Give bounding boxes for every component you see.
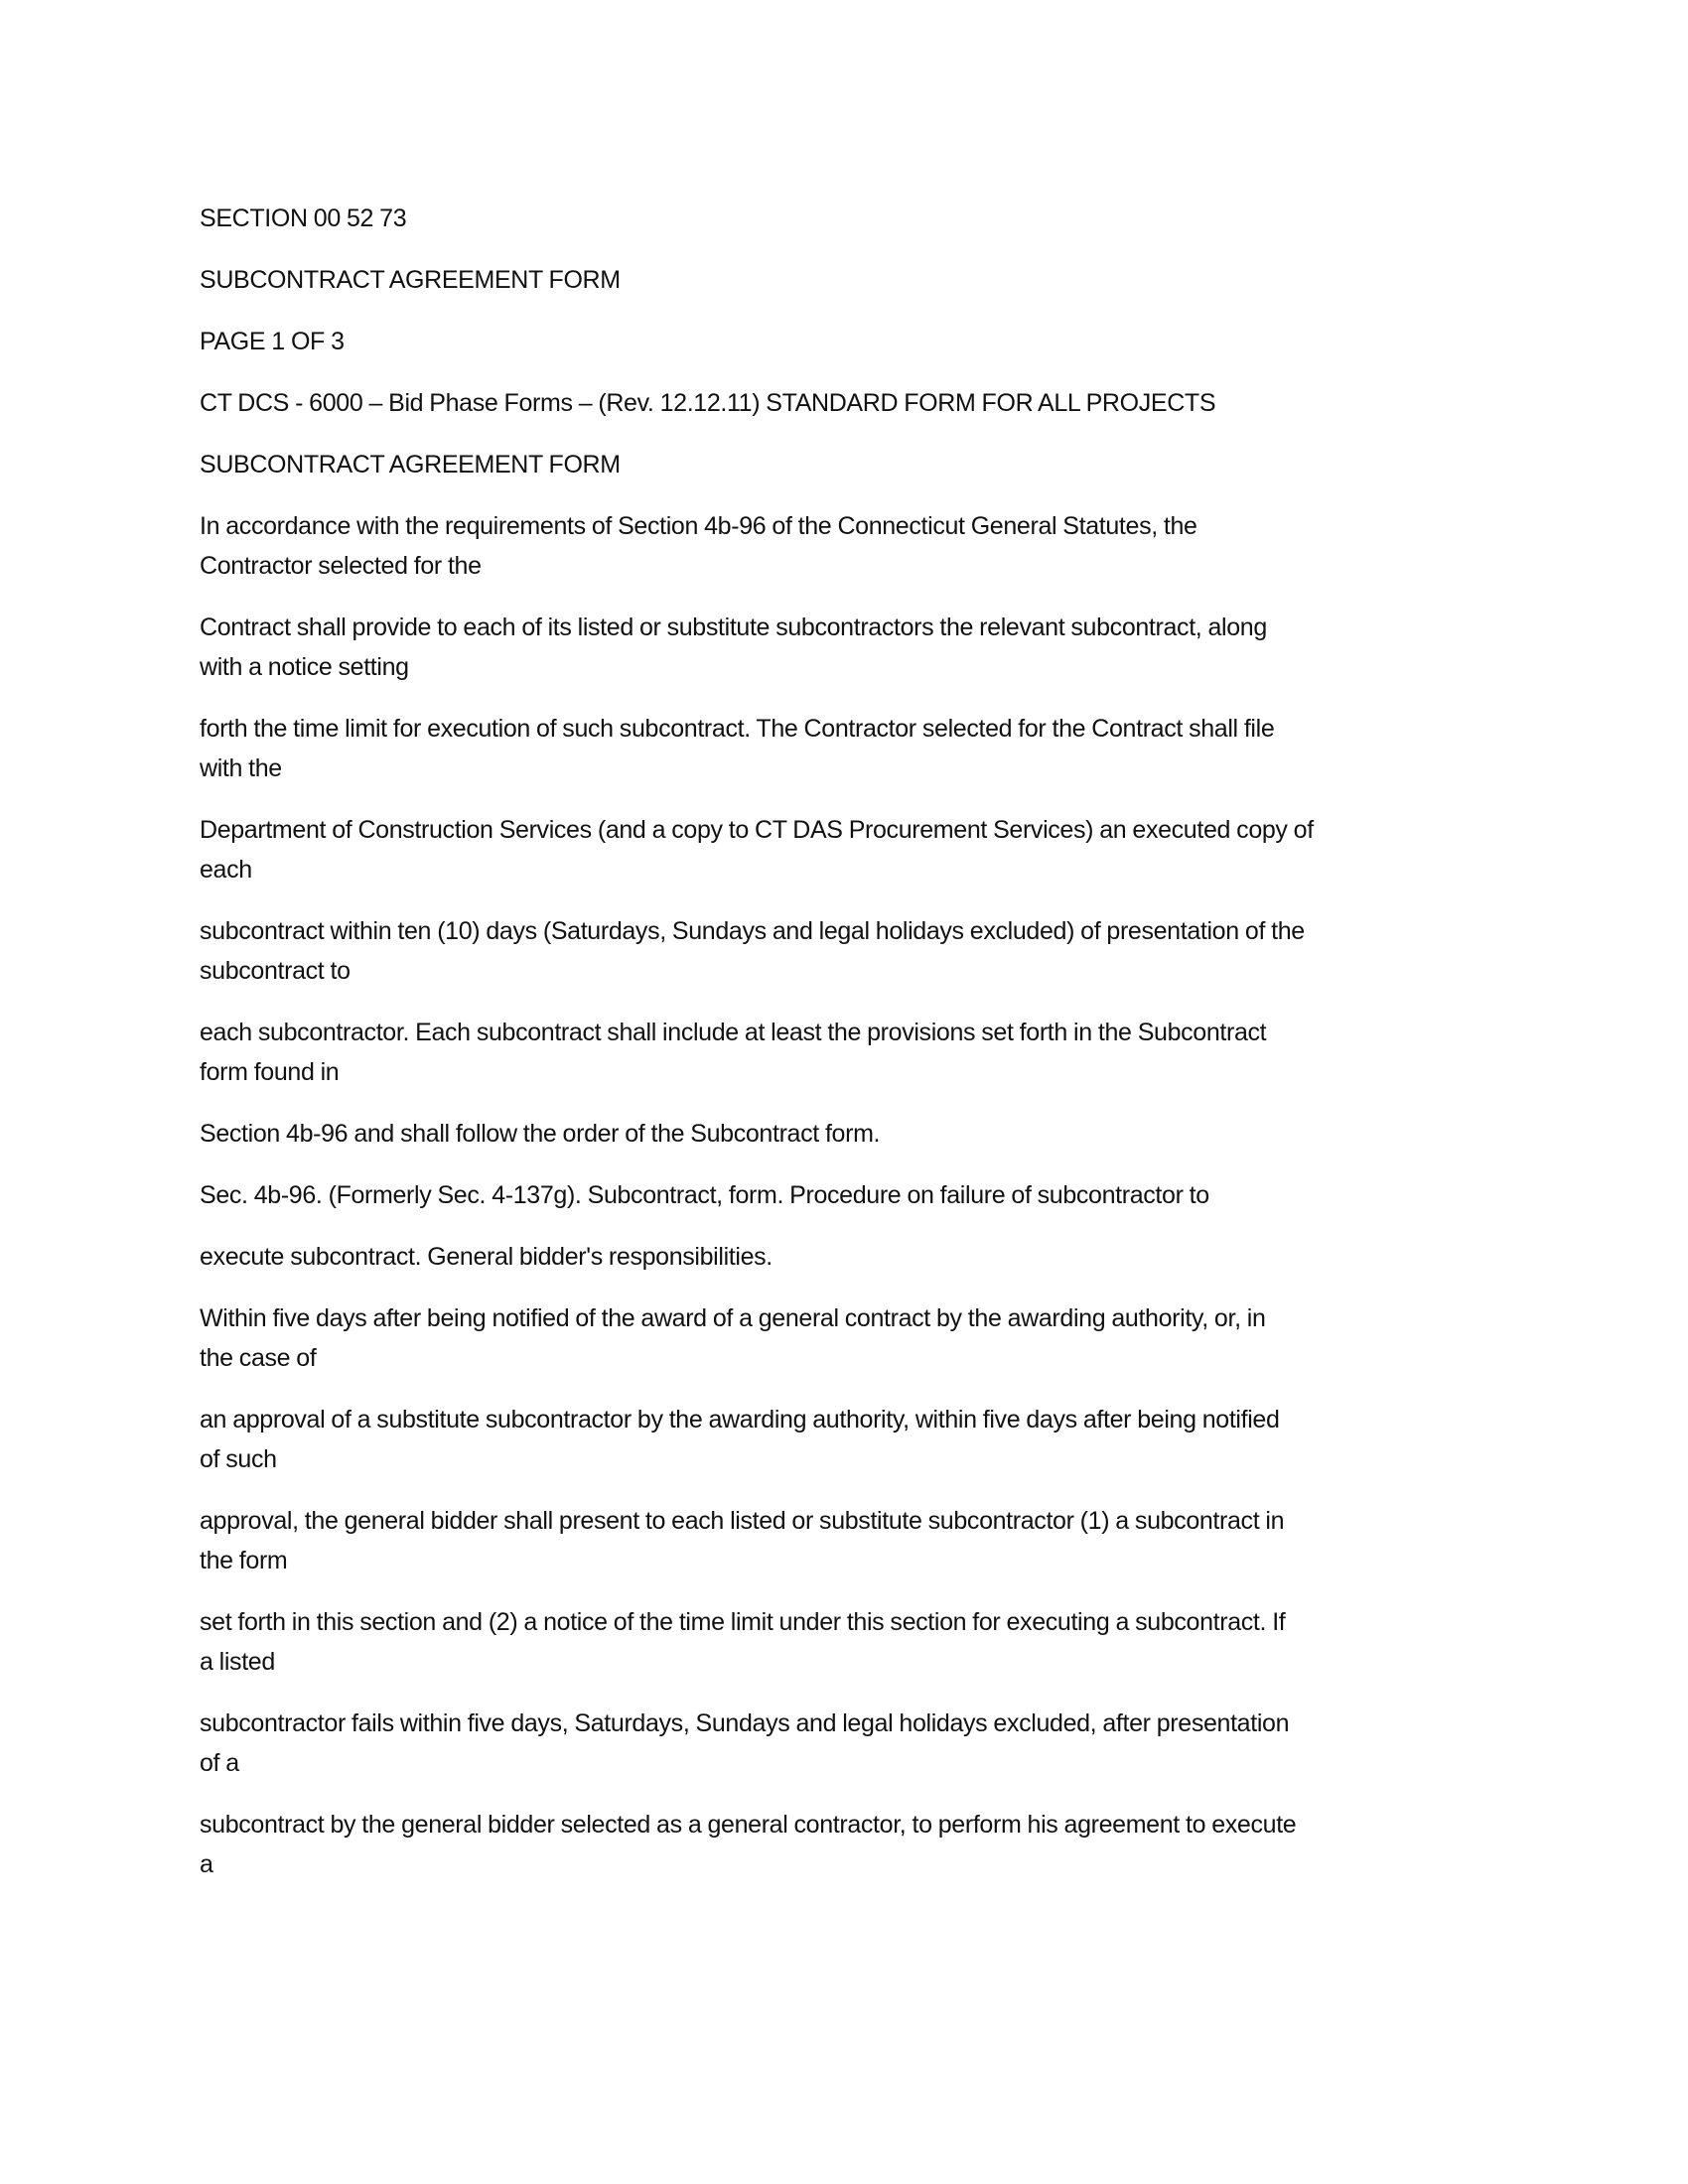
paragraph-line: form found in bbox=[200, 1058, 340, 1086]
paragraph-time-limit bbox=[200, 709, 1510, 788]
paragraph-within-five-days bbox=[200, 1298, 1510, 1378]
paragraph-department bbox=[200, 810, 1510, 889]
statute-heading bbox=[200, 1175, 1510, 1215]
paragraph-present-subcontract bbox=[200, 1501, 1510, 1580]
paragraph-line: subcontract within ten (10) days (Saturdays, Sundays and legal holidays excluded) of presentation of the bbox=[200, 917, 1305, 945]
paragraph-line: with the bbox=[200, 754, 282, 782]
paragraph-accordance bbox=[200, 506, 1510, 586]
paragraph-line: Department of Construction Services (and a copy to CT DAS Procurement Services) an executed copy of bbox=[200, 816, 1314, 844]
paragraph-line: execute subcontract. General bidder's responsibilities. bbox=[200, 1243, 773, 1271]
paragraph-line: the case of bbox=[200, 1344, 317, 1372]
paragraph-line: subcontractor fails within five days, Saturdays, Sundays and legal holidays excluded, after presentation bbox=[200, 1709, 1290, 1737]
paragraph-line: approval, the general bidder shall present to each listed or substitute subcontractor (1) a subcontract in bbox=[200, 1507, 1285, 1535]
section-number bbox=[200, 199, 1510, 238]
form-reference bbox=[200, 383, 1510, 423]
form-reference-text: CT DCS - 6000 – Bid Phase Forms – (Rev. 12.12.11) STANDARD FORM FOR ALL PROJECTS bbox=[200, 389, 1216, 417]
paragraph-order bbox=[200, 1114, 1510, 1154]
paragraph-line: Contract shall provide to each of its listed or substitute subcontractors the relevant subcontract, along bbox=[200, 614, 1267, 641]
paragraph-line: with a notice setting bbox=[200, 653, 409, 681]
page-indicator bbox=[200, 322, 1510, 361]
document-page bbox=[200, 199, 1510, 1906]
paragraph-line: subcontract to bbox=[200, 957, 351, 985]
paragraph-line: an approval of a substitute subcontractor by the awarding authority, within five days after being notified bbox=[200, 1406, 1280, 1433]
page-indicator-text: PAGE 1 OF 3 bbox=[200, 328, 345, 355]
document-title-text: SUBCONTRACT AGREEMENT FORM bbox=[200, 266, 621, 294]
section-number-text: SECTION 00 52 73 bbox=[200, 205, 407, 232]
paragraph-line: Section 4b-96 and shall follow the order of the Subcontract form. bbox=[200, 1120, 881, 1148]
paragraph-notice-time-limit bbox=[200, 1602, 1510, 1682]
statute-heading-continued bbox=[200, 1237, 1510, 1277]
paragraph-line: set forth in this section and (2) a notice of the time limit under this section for executing a subcontract. If bbox=[200, 1608, 1286, 1636]
paragraph-subcontractor-fails bbox=[200, 1704, 1510, 1783]
document-title bbox=[200, 260, 1510, 300]
form-title-text: SUBCONTRACT AGREEMENT FORM bbox=[200, 451, 621, 478]
paragraph-line: subcontract by the general bidder selected as a general contractor, to perform his agreement to execute bbox=[200, 1811, 1297, 1839]
paragraph-ten-days bbox=[200, 911, 1510, 991]
paragraph-line: In accordance with the requirements of Section 4b-96 of the Connecticut General Statutes, the bbox=[200, 512, 1197, 540]
paragraph-line: of such bbox=[200, 1445, 277, 1473]
paragraph-line: Sec. 4b-96. (Formerly Sec. 4-137g). Subcontract, form. Procedure on failure of subcontractor to bbox=[200, 1181, 1209, 1209]
paragraph-provisions bbox=[200, 1013, 1510, 1092]
paragraph-line: the form bbox=[200, 1547, 288, 1574]
paragraph-line: Within five days after being notified of the award of a general contract by the awarding authority, or, in bbox=[200, 1304, 1266, 1332]
paragraph-line: a listed bbox=[200, 1648, 275, 1676]
paragraph-line: of a bbox=[200, 1749, 239, 1777]
form-title bbox=[200, 445, 1510, 484]
paragraph-line: Contractor selected for the bbox=[200, 552, 482, 580]
paragraph-line: a bbox=[200, 1850, 213, 1878]
paragraph-provide bbox=[200, 608, 1510, 687]
paragraph-perform-agreement bbox=[200, 1805, 1510, 1884]
paragraph-line: forth the time limit for execution of such subcontract. The Contractor selected for the Contract shall file bbox=[200, 715, 1275, 743]
paragraph-line: each bbox=[200, 856, 252, 884]
paragraph-substitute-approval bbox=[200, 1400, 1510, 1479]
paragraph-line: each subcontractor. Each subcontract shall include at least the provisions set forth in the Subcontract bbox=[200, 1019, 1267, 1046]
